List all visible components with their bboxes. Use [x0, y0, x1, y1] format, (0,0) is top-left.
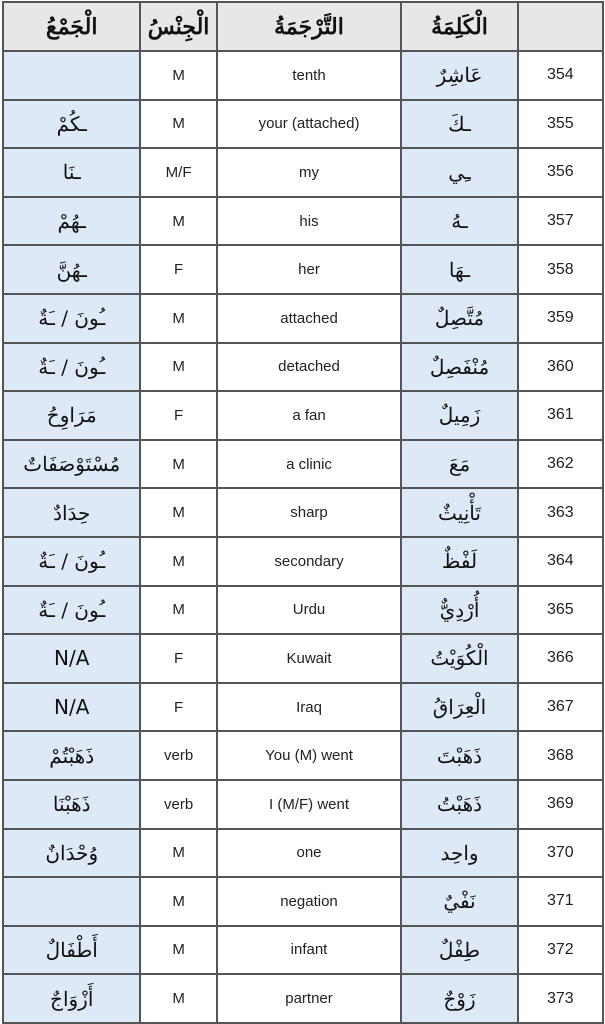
table-row: [3, 488, 603, 537]
plural-cell: [3, 877, 140, 926]
table-row: [3, 391, 603, 440]
gender-cell: M: [140, 51, 216, 100]
translation-cell: I (M/F) went: [217, 780, 402, 829]
gender-cell: verb: [140, 731, 216, 780]
word-cell: الْعِرَاقُ: [401, 683, 517, 732]
plural-cell: N/A: [3, 634, 140, 683]
translation-cell: You (M) went: [217, 731, 402, 780]
word-cell: زَوْجٌ: [401, 974, 517, 1023]
translation-cell: a clinic: [217, 440, 402, 489]
word-cell: ذَهَبْتَ: [401, 731, 517, 780]
vocabulary-table: [2, 1, 604, 1024]
translation-cell: a fan: [217, 391, 402, 440]
table-row: [3, 877, 603, 926]
plural-cell: ـُونَ / ـَةٌ: [3, 343, 140, 392]
table-row: [3, 780, 603, 829]
translation-cell: Iraq: [217, 683, 402, 732]
word-cell: نَفْيٌ: [401, 877, 517, 926]
number-cell: 362: [518, 440, 603, 489]
plural-cell: ذَهَبْنَا: [3, 780, 140, 829]
plural-cell: ـُونَ / ـَةٌ: [3, 537, 140, 586]
word-cell: مَعَ: [401, 440, 517, 489]
gender-cell: M: [140, 586, 216, 635]
header-plural: الْجَمْعُ: [3, 2, 140, 51]
number-cell: 372: [518, 926, 603, 975]
gender-cell: F: [140, 245, 216, 294]
word-cell: ـهَا: [401, 245, 517, 294]
translation-cell: your (attached): [217, 100, 402, 149]
plural-cell: ـُونَ / ـَةٌ: [3, 294, 140, 343]
plural-cell: ذَهَبْتُمْ: [3, 731, 140, 780]
plural-cell: وُحْدَانٌ: [3, 829, 140, 878]
gender-cell: F: [140, 391, 216, 440]
table-row: [3, 294, 603, 343]
plural-cell: حِدَادٌ: [3, 488, 140, 537]
translation-cell: attached: [217, 294, 402, 343]
translation-cell: negation: [217, 877, 402, 926]
word-cell: الْكُوَيْتُ: [401, 634, 517, 683]
word-cell: ـهُ: [401, 197, 517, 246]
word-cell: عَاشِرٌ: [401, 51, 517, 100]
plural-cell: ـنَا: [3, 148, 140, 197]
table-row: [3, 148, 603, 197]
number-cell: 361: [518, 391, 603, 440]
word-cell: واحِد: [401, 829, 517, 878]
number-cell: 357: [518, 197, 603, 246]
table-row: [3, 440, 603, 489]
table-body: [3, 51, 603, 1023]
number-cell: 366: [518, 634, 603, 683]
translation-cell: his: [217, 197, 402, 246]
plural-cell: أَطْفَالٌ: [3, 926, 140, 975]
table-row: [3, 343, 603, 392]
gender-cell: M: [140, 440, 216, 489]
table-row: [3, 926, 603, 975]
header-row: [3, 2, 603, 51]
plural-cell: [3, 51, 140, 100]
table-row: [3, 829, 603, 878]
word-cell: ذَهَبْتُ: [401, 780, 517, 829]
number-cell: 368: [518, 731, 603, 780]
word-cell: ـكَ: [401, 100, 517, 149]
translation-cell: her: [217, 245, 402, 294]
word-cell: أُرْدِيٌّ: [401, 586, 517, 635]
gender-cell: M: [140, 974, 216, 1023]
gender-cell: M: [140, 488, 216, 537]
plural-cell: ـهُمْ: [3, 197, 140, 246]
table-row: [3, 731, 603, 780]
table-row: [3, 51, 603, 100]
header-translation: التَّرْجَمَةُ: [217, 2, 402, 51]
gender-cell: M: [140, 829, 216, 878]
header-number: [518, 2, 603, 51]
plural-cell: مُسْتَوْصَفَاتٌ: [3, 440, 140, 489]
word-cell: لَفْظٌ: [401, 537, 517, 586]
plural-cell: ـُونَ / ـَةٌ: [3, 586, 140, 635]
plural-cell: ـهُنَّ: [3, 245, 140, 294]
number-cell: 365: [518, 586, 603, 635]
number-cell: 367: [518, 683, 603, 732]
number-cell: 359: [518, 294, 603, 343]
table-row: [3, 100, 603, 149]
word-cell: ـِي: [401, 148, 517, 197]
number-cell: 370: [518, 829, 603, 878]
gender-cell: F: [140, 683, 216, 732]
translation-cell: infant: [217, 926, 402, 975]
table-row: [3, 197, 603, 246]
plural-cell: N/A: [3, 683, 140, 732]
translation-cell: tenth: [217, 51, 402, 100]
word-cell: زَمِيلٌ: [401, 391, 517, 440]
word-cell: مُنْفَصِلٌ: [401, 343, 517, 392]
number-cell: 358: [518, 245, 603, 294]
word-cell: مُتَّصِلٌ: [401, 294, 517, 343]
table-row: [3, 974, 603, 1023]
number-cell: 360: [518, 343, 603, 392]
gender-cell: verb: [140, 780, 216, 829]
header-word: الْكَلِمَةُ: [401, 2, 517, 51]
word-cell: طِفْلٌ: [401, 926, 517, 975]
gender-cell: M/F: [140, 148, 216, 197]
number-cell: 354: [518, 51, 603, 100]
plural-cell: أَزْوَاجٌ: [3, 974, 140, 1023]
plural-cell: ـكُمْ: [3, 100, 140, 149]
table-row: [3, 683, 603, 732]
translation-cell: secondary: [217, 537, 402, 586]
gender-cell: F: [140, 634, 216, 683]
translation-cell: sharp: [217, 488, 402, 537]
number-cell: 355: [518, 100, 603, 149]
translation-cell: my: [217, 148, 402, 197]
translation-cell: detached: [217, 343, 402, 392]
gender-cell: M: [140, 877, 216, 926]
table-row: [3, 245, 603, 294]
number-cell: 371: [518, 877, 603, 926]
gender-cell: M: [140, 537, 216, 586]
number-cell: 369: [518, 780, 603, 829]
translation-cell: one: [217, 829, 402, 878]
plural-cell: مَرَاوِحُ: [3, 391, 140, 440]
gender-cell: M: [140, 197, 216, 246]
gender-cell: M: [140, 926, 216, 975]
gender-cell: M: [140, 343, 216, 392]
translation-cell: Urdu: [217, 586, 402, 635]
gender-cell: M: [140, 294, 216, 343]
table-row: [3, 537, 603, 586]
word-cell: تَأْنِيثٌ: [401, 488, 517, 537]
number-cell: 364: [518, 537, 603, 586]
gender-cell: M: [140, 100, 216, 149]
header-gender: الْجِنْسُ: [140, 2, 216, 51]
table-row: [3, 586, 603, 635]
number-cell: 373: [518, 974, 603, 1023]
table-row: [3, 634, 603, 683]
number-cell: 363: [518, 488, 603, 537]
translation-cell: partner: [217, 974, 402, 1023]
number-cell: 356: [518, 148, 603, 197]
translation-cell: Kuwait: [217, 634, 402, 683]
